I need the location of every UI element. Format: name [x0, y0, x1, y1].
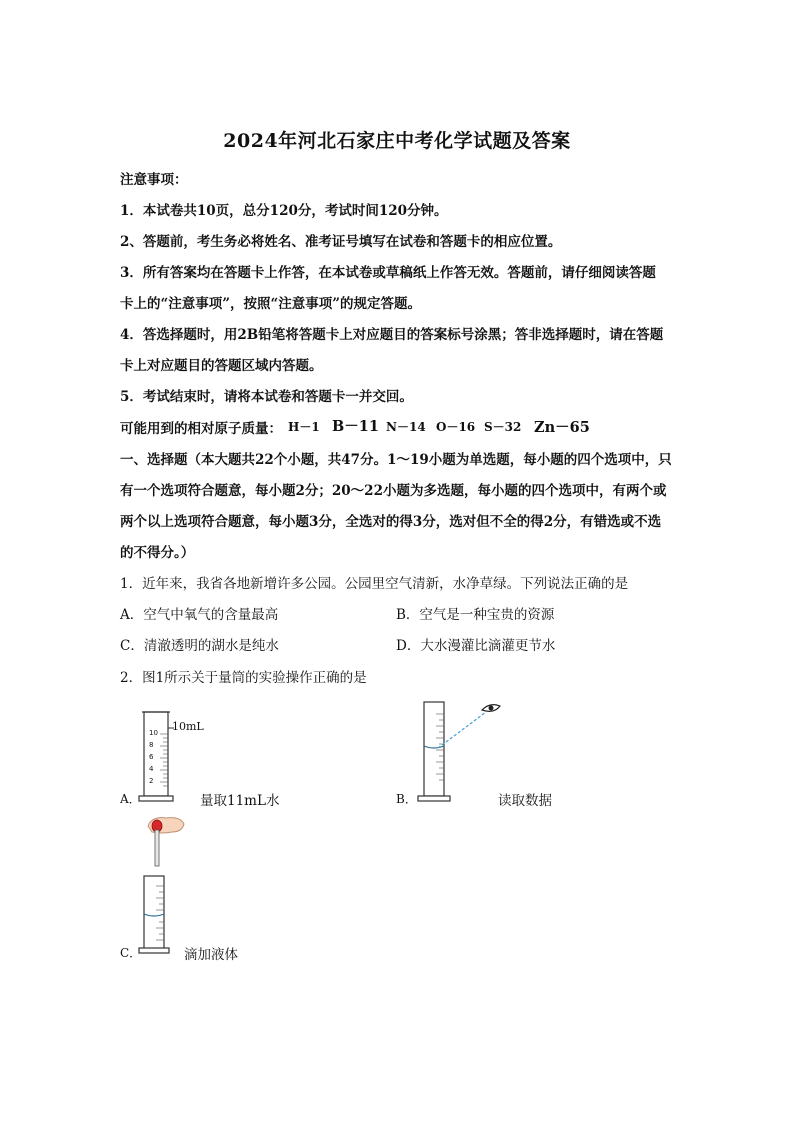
tick-label-4: 4: [149, 765, 154, 773]
sight-line: [438, 712, 486, 748]
tick-label-10: 10: [149, 729, 158, 737]
q2-option-c-caption: 滴加液体: [184, 947, 238, 963]
atomic-mass-b: B－11: [332, 418, 379, 435]
cylinder-a-mark-label: 10mL: [172, 720, 204, 733]
tick-label-6: 6: [149, 753, 154, 761]
atomic-mass-line: [120, 417, 680, 437]
notice-item-5: 5．考试结束时，请将本试卷和答题卡一并交回。: [120, 389, 413, 405]
dropper-tube: [155, 830, 159, 866]
notice-item-1: 1．本试卷共10页，总分120分，考试时间120分钟。: [120, 203, 448, 219]
atomic-mass-zn: Zn－65: [534, 419, 590, 436]
atomic-mass-n: N－14: [386, 420, 426, 434]
tick-label-2: 2: [149, 777, 154, 785]
notice-item-4-cont: 卡上对应题目的答题区域内答题。: [120, 358, 323, 374]
q1-option-c: C．清澈透明的湖水是纯水: [120, 638, 279, 654]
tick-label-8: 8: [149, 741, 154, 749]
notice-item-3: 3．所有答案均在答题卡上作答，在本试卷或草稿纸上作答无效。答题前，请仔细阅读答题: [120, 265, 656, 281]
cylinder-a-base: [139, 796, 173, 801]
notice-item-2: 2、答题前，考生务必将姓名、准考证号填写在试卷和答题卡的相应位置。: [120, 234, 562, 250]
q2-option-b-caption: 读取数据: [498, 793, 552, 809]
q2-option-a-letter: A．: [120, 792, 141, 806]
notice-heading: 注意事项：: [120, 172, 188, 188]
q2-option-a-caption: 量取11mL水: [200, 793, 280, 809]
section1-line-1: 一、选择题（本大题共22个小题，共47分。1～19小题为单选题，每小题的四个选项中，只: [120, 452, 672, 468]
q1-stem: 1．近年来，我省各地新增许多公园。公园里空气清新，水净草绿。下列说法正确的是: [120, 576, 629, 592]
atomic-mass-label: 可能用到的相对原子质量：: [120, 421, 282, 437]
eye-pupil: [489, 706, 494, 711]
section1-line-2: 有一个选项符合题意，每小题2分；20～22小题为多选题，每小题的四个选项中，有两个或: [120, 483, 667, 499]
q2-option-b-letter: B．: [396, 792, 417, 806]
q1-option-a: A．空气中氧气的含量最高: [120, 607, 279, 623]
notice-item-4: 4．答选择题时，用2B铅笔将答题卡上对应题目的答案标号涂黑；答非选择题时，请在答题: [120, 327, 664, 343]
q2-stem: 2．图1所示关于量筒的实验操作正确的是: [120, 670, 367, 686]
q2-option-c-letter: C．: [120, 946, 142, 960]
notice-item-3-cont: 卡上的“注意事项”，按照“注意事项”的规定答题。: [120, 296, 422, 312]
q1-option-b: B．空气是一种宝贵的资源: [396, 607, 555, 623]
atomic-mass-h: H－1: [288, 420, 320, 434]
atomic-mass-o: O－16: [436, 420, 476, 434]
cylinder-c-body: [144, 876, 164, 950]
cylinder-c-base: [139, 948, 169, 953]
section1-line-4: 的不得分。）: [120, 545, 195, 561]
cylinder-b-body: [424, 702, 444, 796]
page-title: 2024年河北石家庄中考化学试题及答案: [223, 130, 571, 152]
q2-figure-c: [136, 812, 196, 956]
section1-line-3: 两个以上选项符合题意，每小题3分，全选对的得3分，选对但不全的得2分，有错选或不选: [120, 514, 662, 530]
q1-option-d: D．大水漫灌比滴灌更节水: [396, 638, 556, 654]
cylinder-a-tick-labels: [149, 727, 158, 787]
atomic-mass-s: S－32: [484, 420, 522, 434]
cylinder-b-base: [418, 796, 450, 801]
